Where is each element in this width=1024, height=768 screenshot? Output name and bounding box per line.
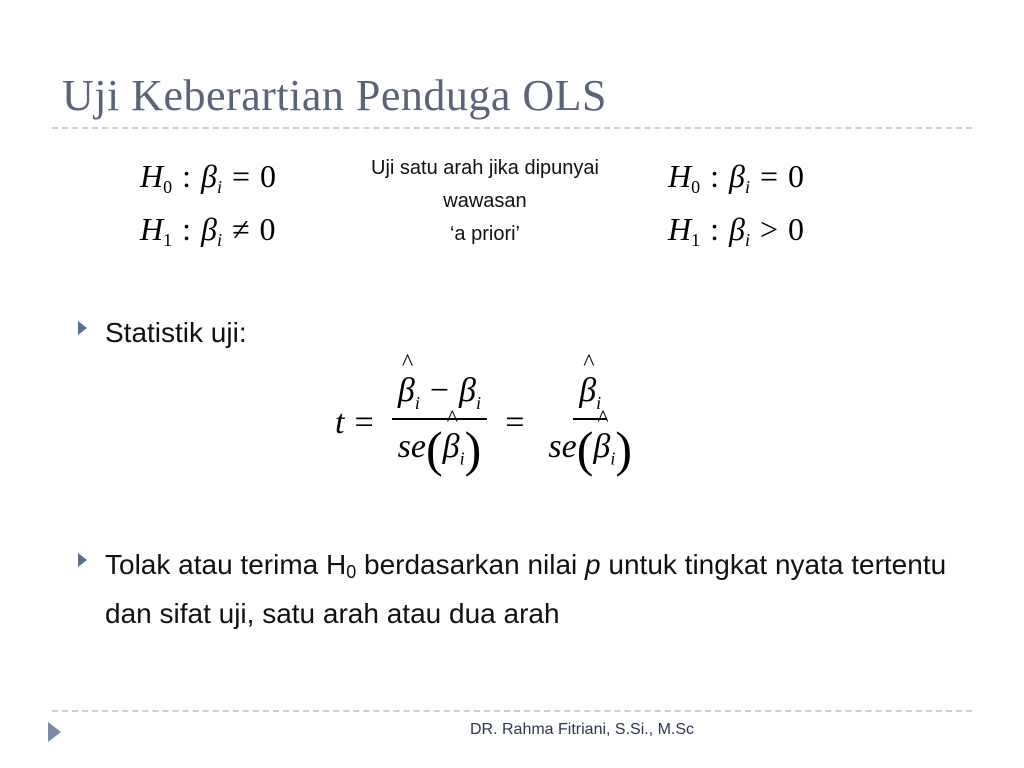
bullet-arrow-icon — [78, 553, 87, 567]
note-line-1: Uji satu arah jika dipunyai — [371, 157, 599, 179]
page-title: Uji Keberartian Penduga OLS — [62, 71, 608, 120]
fraction-2: ^ $\frac{\beta_i}{se(\^{} \beta_i)}$ — [542, 372, 638, 474]
bullet-statistik — [78, 312, 247, 354]
footer-author: DR. Rahma Fitriani, S.Si., M.Sc — [470, 721, 695, 738]
note-line-3: ‘a priori’ — [449, 223, 521, 245]
title-divider — [52, 127, 972, 129]
slide-nav-arrow-icon[interactable] — [48, 722, 61, 742]
one-sided-note — [330, 152, 640, 251]
t-statistic-formula: t = ^ $\frac{\beta_i - \beta_i}{se(\^{} \beta_i)}$ = ^ $\frac{\beta_i}{se(\^{} \beta_i)}$ — [335, 372, 646, 474]
footer-divider — [52, 710, 972, 712]
bullet-text: Tolak atau terima $H_0$ berdasarkan nilai p untuk tingkat nyata tertentu dan sifat uji, satu arah atau dua arah — [105, 549, 947, 629]
fraction-1: ^ $\frac{\beta_i - \beta_i}{se(\^{} \beta_i)}$ — [392, 372, 488, 474]
bullet-arrow-icon — [78, 321, 87, 335]
right-h1: $H_1$ : $\beta_i > 0$ — [668, 211, 804, 250]
right-h0: $H_0$ : $\beta_i = 0$ — [668, 158, 804, 197]
left-h0: $H_0$ : $\beta_i = 0$ — [140, 158, 276, 197]
bullet-text: Statistik uji: — [105, 317, 247, 348]
left-h1: $H_1$ : $\beta_i \ne 0$ — [140, 211, 276, 250]
note-line-2: wawasan — [443, 190, 527, 212]
bullet-decision — [78, 544, 958, 635]
